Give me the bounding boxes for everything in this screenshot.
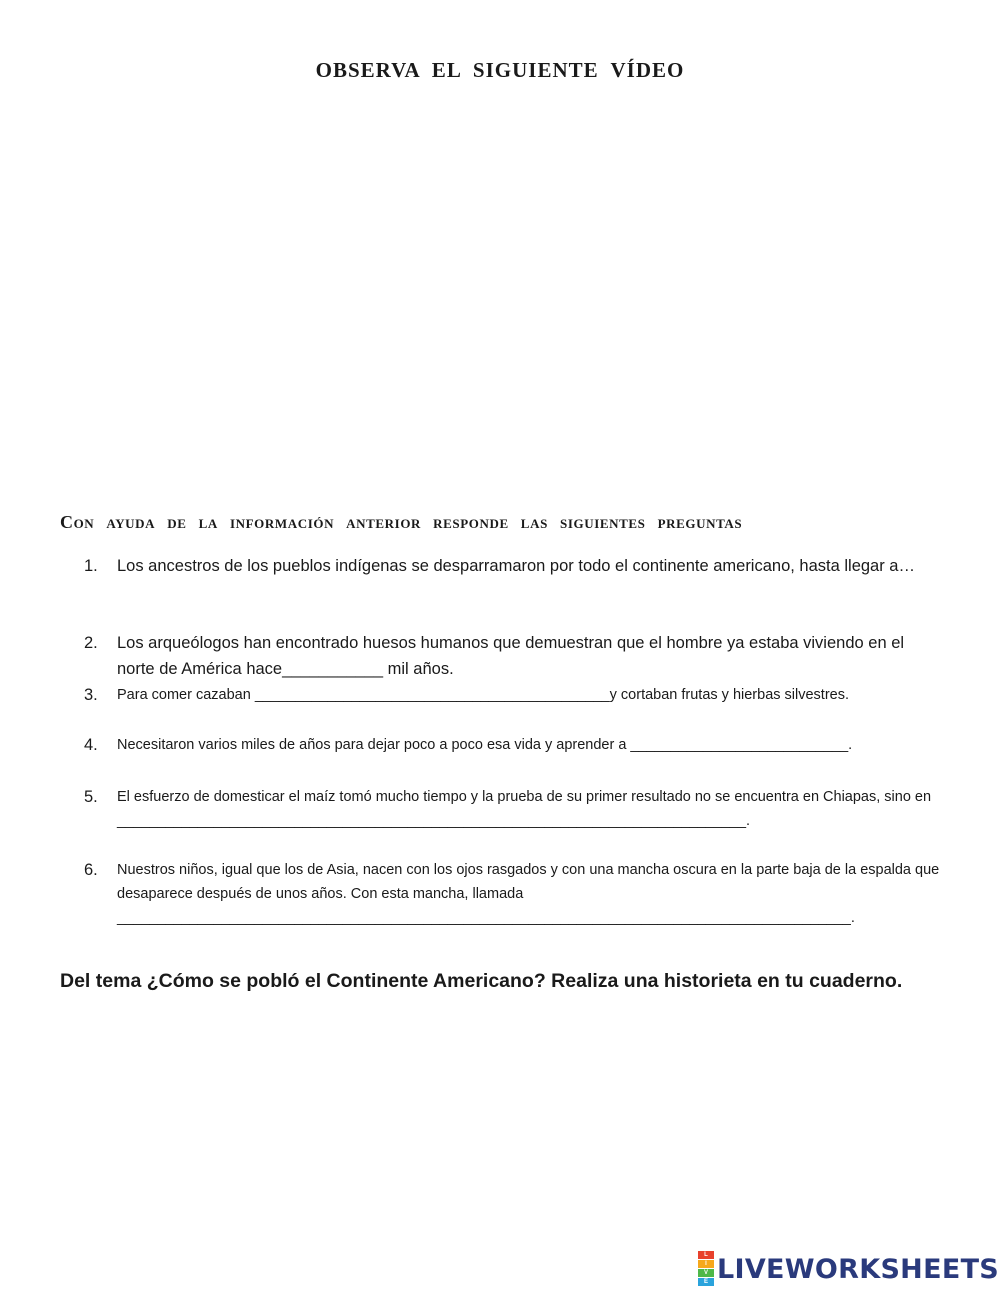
logo-text: LIVEWORKSHEETS xyxy=(717,1253,1000,1285)
video-embed-area[interactable] xyxy=(60,100,940,490)
question-number: 3. xyxy=(84,686,98,704)
question-text: Nuestros niños, igual que los de Asia, nacen con los ojos rasgados y con una mancha oscura en la parte baja de la espalda que desaparece después de unos años. Con esta mancha, llamada ___________________________________________________________________________________________. xyxy=(117,862,940,926)
question-5 xyxy=(84,785,944,833)
logo-letter: L xyxy=(698,1251,714,1259)
question-2 xyxy=(84,630,944,682)
question-number: 1. xyxy=(84,557,98,575)
question-text: Los ancestros de los pueblos indígenas se desparramaron por todo el continente americano, hasta llegar a… xyxy=(117,557,915,575)
question-6 xyxy=(84,858,944,930)
page-title: OBSERVA EL SIGUIENTE VÍDEO xyxy=(315,58,685,82)
logo-letter: E xyxy=(698,1278,714,1286)
question-number: 4. xyxy=(84,736,98,754)
question-number: 6. xyxy=(84,861,98,879)
question-text: Los arqueólogos han encontrado huesos humanos que demuestran que el hombre ya estaba viviendo en el norte de América hace___________ mil años. xyxy=(117,634,905,678)
question-number: 5. xyxy=(84,788,98,806)
question-text: Para comer cazaban ____________________________________________y cortaban frutas y hierbas silvestres. xyxy=(117,687,849,703)
instructions-heading: Con ayuda de la información anterior responde las siguientes preguntas xyxy=(60,512,743,532)
question-text: Necesitaron varios miles de años para dejar poco a poco esa vida y aprender a ___________________________. xyxy=(117,737,853,753)
question-4 xyxy=(84,733,944,757)
question-3 xyxy=(84,683,944,707)
footer-task: Del tema ¿Cómo se pobló el Continente Americano? Realiza una historieta en tu cuaderno. xyxy=(60,970,903,992)
question-1 xyxy=(84,553,944,579)
logo-letter: I xyxy=(698,1260,714,1268)
logo-mark-icon xyxy=(698,1251,714,1287)
question-text: El esfuerzo de domesticar el maíz tomó mucho tiempo y la prueba de su primer resultado no se encuentra en Chiapas, sino en ______________________________________________________________________________. xyxy=(117,789,932,829)
liveworksheets-logo xyxy=(698,1252,1000,1285)
question-number: 2. xyxy=(84,634,98,652)
logo-letter: V xyxy=(698,1269,714,1277)
